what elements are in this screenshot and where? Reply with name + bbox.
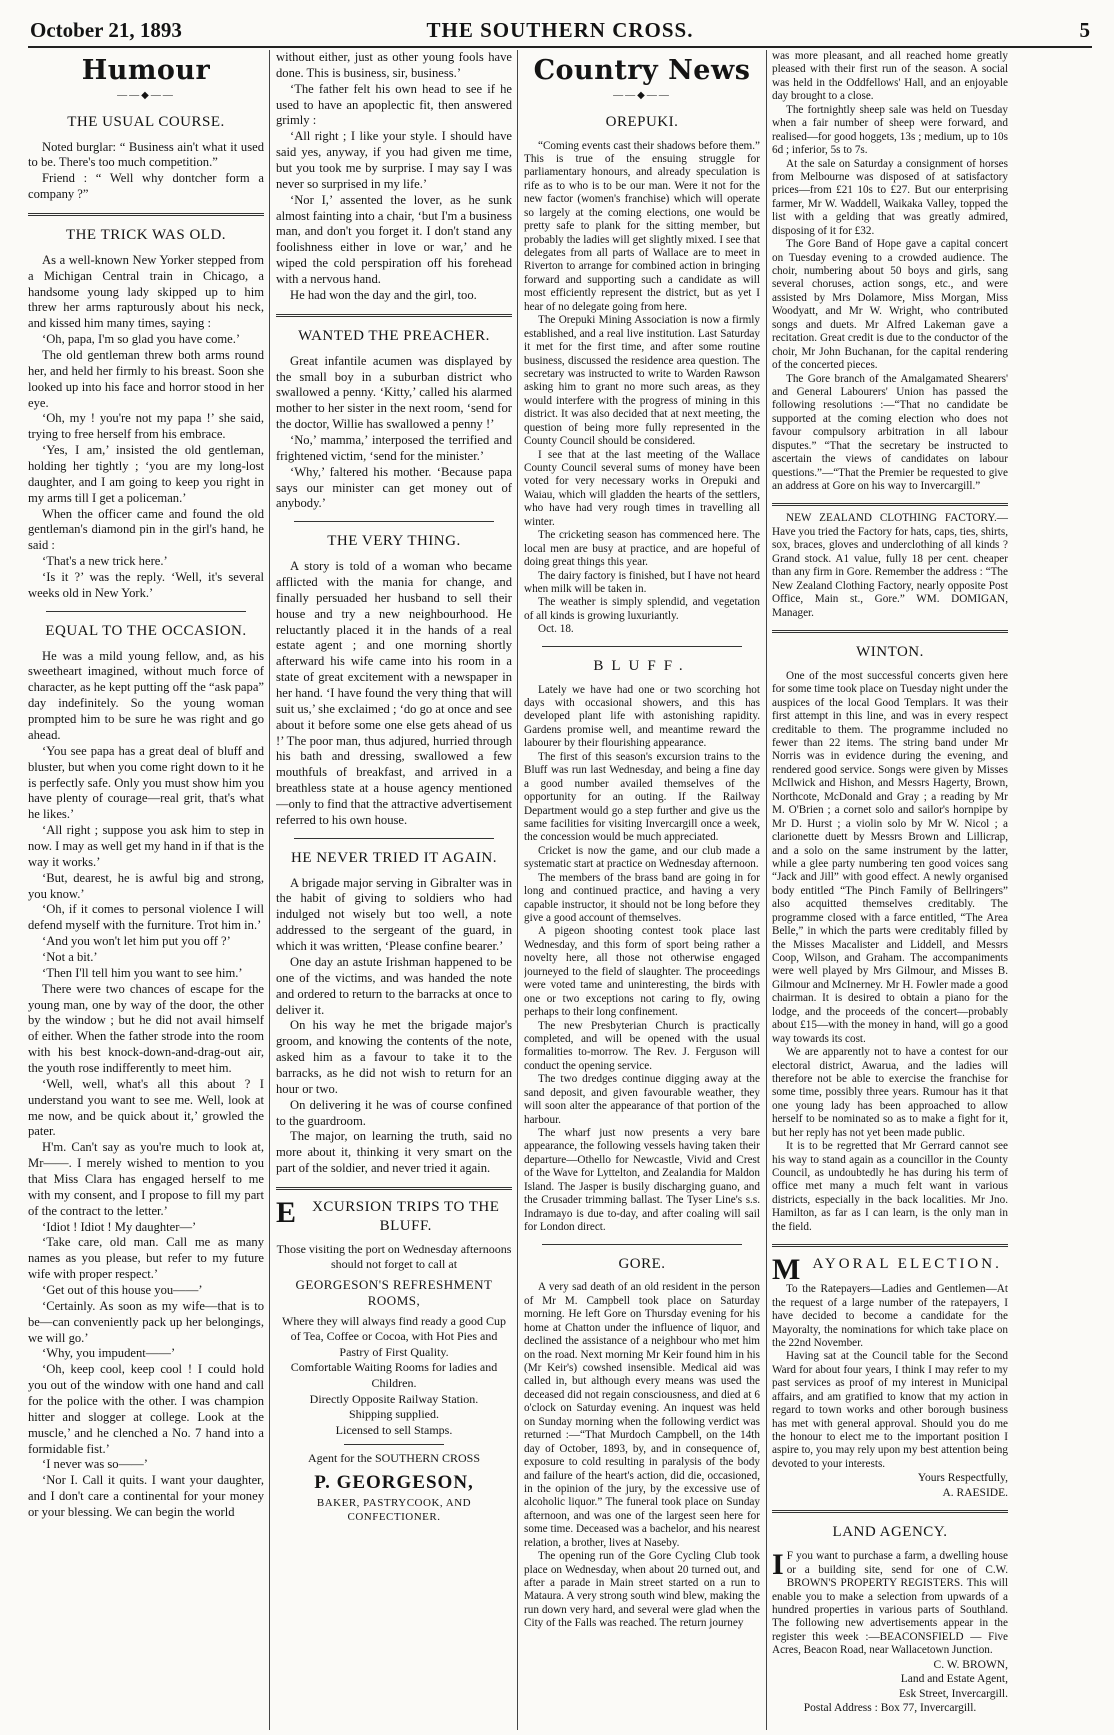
paragraph: ‘Oh, papa, I'm so glad you have come.’ xyxy=(42,332,241,347)
advertiser-name: C. W. BROWN, xyxy=(933,1658,1008,1671)
paragraph: H'm. Can't say as you're much to look at, Mr——. I merely wished to mention to you that Miss Clara has engaged herself to me with my consent, and I propose to fill my part of the contract to the letter.’ xyxy=(28,1140,264,1218)
paragraph: The two dredges continue digging away at the sand deposit, and given favourable weather, they will soon alter the appearance of that portion of the harbour. xyxy=(524,1073,760,1126)
article-body-continued xyxy=(772,50,1008,493)
article-title: WINTON. xyxy=(856,643,924,660)
article-body xyxy=(276,559,512,829)
paragraph: The weather is simply splendid, and vegetation of all kinds is growing luxuriantly. xyxy=(524,596,760,622)
paragraph: ‘Oh, keep cool, keep cool ! I could hold you out of the window with one hand and call for the police with the other. I was champion hitter and slogger at college. Look at the muscle,’ and he clenched a No. 7 hand into a formidable fist.’ xyxy=(28,1362,264,1456)
paragraph: He was a mild young fellow, and, as his sweetheart imagined, without much force of character, as he kept putting off the “ask papa” day indefinitely. So the young woman prompted him to be sure he was right and go ahead. xyxy=(28,648,264,742)
mayoral-election-advertisement xyxy=(772,1255,1008,1500)
paragraph: ‘Then I'll tell him you want to see him.’ xyxy=(42,965,243,980)
paragraph: A pigeon shooting contest took place last Wednesday, and this form of sport being rather a novelty here, all those not otherwise engaged journeyed to the field of slaughter. The proceedings were voted tame and uninteresting, the birds with one or two exceptions not caring to fly, owing perhaps to their long confinement. xyxy=(524,925,760,1019)
column-divider xyxy=(517,50,518,1730)
advert-opposite: Directly Opposite Railway Station. xyxy=(309,1391,479,1406)
paragraph: There were two chances of escape for the young man, one by way of the door, the other by the window ; but he did not avail himself of either. When the father strode into the room with his best knock-down-and-drag-out air, the youth rose indifferently to meet him. xyxy=(28,981,264,1075)
paragraph: A brigade major serving in Gibralter was in the habit of giving to soldiers who had indulged not wisely but too well, a note addressed to the sergeant of the guard, in which it was written, ‘Please confine bearer.’ xyxy=(276,875,512,954)
article-title: GORE. xyxy=(618,1255,666,1272)
section-rule xyxy=(28,213,264,216)
advert-rule xyxy=(344,1444,444,1445)
paragraph: ‘Why,’ faltered his mother. ‘Because papa says our minister can get money out of anybody.’ xyxy=(276,464,512,511)
paragraph: ‘I never was so——’ xyxy=(42,1457,148,1472)
advert-trade: BAKER, PASTRYCOOK, AND CONFECTIONER. xyxy=(316,1496,472,1523)
paragraph: The wharf just now presents a very bare appearance, the following vessels having taken their departure—Othello for Newcastle, Vivid and Crest of the Wave for Lyttelton, and Zealandia for Maldon Island. The Jasper is busily discharging guano, and the Crusader trimming ballast. The Tyser Line's s.s. Indramayo is due to-day, and after coaling will sail for London direct. xyxy=(524,1127,760,1234)
article-title: BLUFF. xyxy=(593,657,691,674)
paragraph: ‘All right ; suppose you ask him to step in now. I may as well get my hand in if that is the way it works.’ xyxy=(28,823,264,869)
paragraph: The first of this season's excursion trains to the Bluff was run last Wednesday, and being a fine day a good number availed themselves of the opportunity for an outing. If the Railway Department would go a step further and give us the same facilities for visiting Invercargill once a week, the concession would be much appreciated. xyxy=(524,750,760,844)
column-4 xyxy=(772,50,1008,1730)
section-rule xyxy=(772,503,1008,506)
closing: Yours Respectfully, xyxy=(917,1472,1008,1485)
land-agency-advertisement xyxy=(772,1523,1008,1715)
advert-heading xyxy=(276,1195,512,1236)
article-body xyxy=(28,253,264,602)
paragraph: ‘Why, you impudent——’ xyxy=(42,1346,176,1361)
clothing-advertisement xyxy=(772,512,1008,620)
paragraph: ‘Not a bit.’ xyxy=(42,949,98,964)
ornament-divider: ——◆—— xyxy=(613,90,671,102)
paragraph: “Coming events cast their shadows before them.” This is true of the ensuing struggle for parliamentary honours, and already speculation is rife as to who is to be our man. Were it not for the new factor (women's franchise) which will operate so largely at the coming elections, one would be pretty safe to plank for the sitting member, but probably the ladies will get slightly mixed. I see that delegates from all parts of Wallace are to meet in Riverton to arrange for combined action in bringing forward and supporting such a candidate as will most efficiently represent the district, but as yet I hear of no delegate going from here. xyxy=(524,139,760,313)
section-rule xyxy=(542,1244,742,1245)
masthead-rule xyxy=(28,46,1092,48)
paragraph: He had won the day and the girl, too. xyxy=(290,287,477,302)
paragraph: The Gore branch of the Amalgamated Shearers' and General Labourers' Union has passed the following resolutions :—“That no candidate be supported at the coming election who does not favour compulsory arbitration in all labour disputes.” “That the secretary be instructed to ascertain the views of candidates on labour questions.”—“That the Premier be requested to give an address at Gore on his way to Invercargill.” xyxy=(772,372,1008,492)
article-title: HE NEVER TRIED IT AGAIN. xyxy=(290,849,497,866)
paragraph: The cricketing season has commenced here. The local men are busy at practice, and are hopeful of doing great things this year. xyxy=(524,529,760,569)
paragraph: ‘All right ; I like your style. I should have said yes, anyway, if you had given me time, but you took me by surprise. I may say I was never so surprised in my life.’ xyxy=(276,129,512,191)
postal-address: Postal Address : Box 77, Invercargill. xyxy=(803,1702,977,1715)
paragraph: To the Ratepayers—Ladies and Gentlemen—At the request of a large number of the ratepayers, I have decided to become a candidate for the Mayoralty, the nominations for which take place on the 22nd November. xyxy=(772,1283,1008,1349)
advert-intro: Those visiting the port on Wednesday afternoons should not forget to call at xyxy=(276,1241,512,1272)
paragraph: At the sale on Saturday a consignment of horses from Melbourne was disposed of at satisfactory prices—from £21 10s to £27. But our enterprising farmer, Mr W. Waddell, Waikaka Valley, topped the list with a gelding that was greatly admired, disposing of it for £32. xyxy=(772,157,1008,237)
paragraph: The Gore Band of Hope gave a capital concert on Tuesday evening to a crowded audience. The choir, numbering about 50 boys and girls, sang several choruses, action songs, etc., and were assisted by Mrs Dolamore, Miss Morgan, Miss Woodyatt, and Mr W. Wright, who contributed songs and duets. Mr Alfred Lakeman gave a recitation. Great credit is due to the conductor of the choir, Mr John Buchanan, for the capital rendering of the concerted pieces. xyxy=(772,238,1008,372)
advert-licensed: Licensed to sell Stamps. xyxy=(335,1422,453,1437)
excursion-advertisement xyxy=(276,1195,512,1525)
section-rule xyxy=(294,838,494,839)
article-title: EQUAL TO THE OCCASION. xyxy=(45,622,247,639)
paragraph: ‘Oh, my ! you're not my papa !’ she said, trying to free herself from his embrace. xyxy=(28,411,264,442)
article-title: WANTED THE PREACHER. xyxy=(298,327,490,344)
section-rule xyxy=(46,611,246,612)
advert-title: XCURSION TRIPS TO THE BLUFF. xyxy=(312,1198,500,1234)
paragraph: ‘That's a new trick here.’ xyxy=(42,554,168,569)
section-rule xyxy=(772,1244,1008,1247)
drop-cap: I xyxy=(772,1548,784,1582)
paragraph: As a well-known New Yorker stepped from a Michigan Central train in Chicago, a handsome young lady skipped up to him threw her arms rapturously about his neck, and kissed him many times, saying : xyxy=(28,252,264,331)
advert-body xyxy=(772,1550,1008,1658)
paragraph: ‘Idiot ! Idiot ! My daughter—’ xyxy=(42,1219,197,1234)
paragraph: Friend : “ Well why dontcher form a company ?” xyxy=(28,171,264,202)
article-title: OREPUKI. xyxy=(605,113,679,130)
section-rule xyxy=(772,630,1008,633)
section-rule xyxy=(276,1187,512,1190)
paragraph: The fortnightly sheep sale was held on Tuesday when a fair number of sheep were forward, and realised—for good hoggets, 13s ; medium, up to 10s 6d ; inferior, 5s to 7s. xyxy=(772,103,1008,157)
article-body-continued xyxy=(276,50,512,304)
paragraph: ‘Nor I,’ assented the lover, as he sunk almost fainting into a chair, ‘but I'm a business man, and don't you forget it. I don't stand any foolishness either in love or war,’ and he wiped the cold perspiration off his forehead with a nervous hand. xyxy=(276,192,512,287)
advert-title: LAND AGENCY. xyxy=(832,1524,948,1541)
advert-text: F you want to purchase a farm, a dwelling house or a building site, send for one of C.W. BROWN'S PROPERTY REGISTERS. This will enable you to make a selection from upwards of a hundred properties in various parts of Southland. The following new advertisements appear in the register this week :—BEACONSFIELD — Five Acres, Beacon Road, near Wallacetown Junction. xyxy=(772,1550,1008,1657)
issue-date: October 21, 1893 xyxy=(30,18,182,42)
paragraph: We are apparently not to have a contest for our electoral district, Awarua, and the ladies will therefore not be able to exercise the franchise for some time, possibly three years. Rumour has it that one young lady has been approached to allow herself to be nominated so as to make a fight for it, but her reply has not yet been made public. xyxy=(772,1046,1008,1139)
signature: A. RAESIDE. xyxy=(942,1486,1008,1499)
paragraph: The old gentleman threw both arms round her, and held her firmly to his breast. Soon she looked up into his face and horror stood in her eye. xyxy=(28,347,264,410)
paragraph: The new Presbyterian Church is practically completed, and will be opened with the usual formalities to-morrow. The Rev. J. Ferguson will conduct the opening service. xyxy=(524,1019,760,1072)
column-2 xyxy=(276,50,512,1730)
paragraph: ‘The father felt his own head to see if he used to have an apoplectic fit, then answered grimly : xyxy=(276,81,512,128)
column-divider xyxy=(269,50,270,1730)
paragraph: The opening run of the Gore Cycling Club took place on Wednesday, when about 20 turned out, and after a parade in Main street started on a run to Mataura. A very strong south wind blew, making the run down very hard, and several were glad when the City of the Falls was reached. The return journey xyxy=(524,1550,760,1630)
column-divider xyxy=(766,50,767,1730)
article-body xyxy=(772,670,1008,1234)
paragraph: One of the most successful concerts given here for some time took place on Tuesday night under the auspices of the local Good Templars. It was their first attempt in this line, and was in every respect creditable to them. The programme included no fewer than 22 items. The string band under Mr Norris was in evidence during the evening, and rendered good service. Songs were given by Misses McIlwick and Hishon, and Messrs Hagerty, Brown, Northcote, McDonald and Gray ; a reading by Mr M. O'Brien ; a cornet solo and sailor's hornpipe by Mr D. Hurst ; a violin solo by Mr W. Nicol ; a clarionette duett by Messrs Brown and Lillicrap, and a solo on the same instrument by the latter, while a glee party numbering ten good voices sang “Jack and Jill” with good effect. A newly organised body entitled “The Pinch Family of Bellringers” also acquitted themselves creditably. The programme closed with a farce entitled, “The Area Belle,” in which the parts were creditably filled by the Misses Macalister and Liddell, and Messrs Coop, Wilson, and Graham. The accompaniments were well played by Mrs Gilmour, and Misses B. Gilmour and McInerney. Mr H. Fowler made a good chairman. It is desired to obtain a piano for the lodge, and the proceeds of the concert—probably about £15—with the money in hand, will go a good way towards its cost. xyxy=(772,669,1008,1045)
paragraph: Lately we have had one or two scorching hot days with occasional showers, and this has developed plant life with astonishing rapidity. Gardens promise well, and meantime reward the labourer by their flourishing appearance. xyxy=(524,683,760,750)
paragraph: without either, just as other young fools have done. This is business, sir, business.’ xyxy=(276,50,512,80)
paragraph: ‘Take care, old man. Call me as many names as you please, but refer to my future wife with proper respect.’ xyxy=(28,1235,264,1282)
paragraph: One day an astute Irishman happened to be one of the victims, and was handed the note and ordered to return to the barracks at once to deliver it. xyxy=(276,954,512,1017)
paragraph: I see that at the last meeting of the Wallace County Council several sums of money have been voted for very necessary works in Orepuki and Waiau, which will gladden the hearts of the settlers, who have had very rough times in travelling all winter. xyxy=(524,448,760,528)
drop-cap: M xyxy=(772,1253,804,1287)
advert-title: AYORAL ELECTION. xyxy=(812,1256,1002,1273)
article-body xyxy=(524,1281,760,1630)
article-title: THE TRICK WAS OLD. xyxy=(65,226,227,243)
advert-text: NEW ZEALAND CLOTHING FACTORY.—Have you tried the Factory for hats, caps, ties, shirts, sox, braces, gloves and underclothing of all kinds ? Grand stock. A1 value, fully 18 per cent. cheaper than any firm in Gore. Remember the address : “The New Zealand Clothing Factory, nearly opposite Post Office, Main st., Gore.” WM. DOMIGAN, Manager. xyxy=(772,512,1008,619)
column-1 xyxy=(28,50,264,1730)
paragraph: was more pleasant, and all reached home greatly pleased with their first run of the season. A social was held in the Oddfellows' Hall, and an enjoyable day brought to a close. xyxy=(772,50,1008,103)
page-number: 5 xyxy=(1079,18,1090,42)
paragraph: Noted burglar: “ Business ain't what it used to be. There's too much competition.” xyxy=(28,139,264,170)
advert-heading xyxy=(772,1253,1008,1287)
humour-heading: Humour xyxy=(81,55,211,86)
article-body xyxy=(28,140,264,203)
paragraph: A story is told of a woman who became afflicted with the mania for change, and finally persuaded her husband to sell their house and try a new neighbourhood. He reluctantly placed it in the hands of a real estate agent ; and one morning shortly afterward his wife came into his room in a state of great excitement with a newspaper in her hand. ‘I have found the very thing that will suit us,’ she exclaimed ; ‘do go at once and see about it before some one else gets ahead of us !’ The poor man, thus adjured, hurried through his bath and dressing, swallowed a few mouthfuls of breakfast, and arrived in a breathless state at a house agency mentioned—only to find that the attractive advertisement referred to his own house. xyxy=(276,559,512,827)
advert-comfort: Comfortable Waiting Rooms for ladies and Children. xyxy=(290,1360,498,1391)
newspaper-title: THE SOUTHERN CROSS. xyxy=(426,18,694,42)
section-rule xyxy=(294,521,494,522)
paragraph: ‘And you won't let him put you off ?’ xyxy=(42,934,231,949)
article-body xyxy=(276,876,512,1177)
masthead xyxy=(30,18,1090,44)
paragraph: Having sat at the Council table for the Second Ward for about four years, I think I may refer to my past services as proof of my interest in Municipal affairs, and am gratified to know that my action in regard to town works and other borough business has met with general approval. Should you do me the honour to elect me to the important position I aspire to, you may rely upon my best attention being devoted to your interests. xyxy=(772,1350,1008,1470)
country-news-heading: Country News xyxy=(533,55,751,86)
paragraph: When the officer came and found the old gentleman's diamond pin in the girl's hand, he said : xyxy=(28,506,264,553)
article-body xyxy=(524,684,760,1235)
advert-agent: Agent for the SOUTHERN CROSS xyxy=(307,1451,480,1466)
article-body xyxy=(28,649,264,1521)
paragraph: ‘Well, well, what's all this about ? I understand you want to see me. Well, look at me now, and be quick about it,’ growled the pater. xyxy=(28,1076,264,1139)
paragraph: ‘Get out of this house you——’ xyxy=(42,1283,203,1297)
advertiser-street: Esk Street, Invercargill. xyxy=(898,1687,1008,1700)
paragraph: On his way he met the brigade major's groom, and knowing the contents of the note, asked him as a favour to take it to the barracks, as he did not wish to return for an hour or two. xyxy=(276,1018,512,1096)
article-body xyxy=(276,354,512,513)
dateline: Oct. 18. xyxy=(538,623,574,636)
ornament-divider: ——◆—— xyxy=(117,90,175,102)
advert-place: GEORGESON'S REFRESHMENT ROOMS, xyxy=(295,1276,493,1309)
paragraph: Cricket is now the game, and our club made a systematic start at practice on Wednesday afternoon. xyxy=(524,844,760,871)
advertiser-role: Land and Estate Agent, xyxy=(900,1673,1008,1686)
column-3 xyxy=(524,50,760,1730)
paragraph: A very sad death of an old resident in the person of Mr M. Campbell took place on Saturday morning. He left Gore on Thursday evening for his home at Chatton under the influence of liquor, and declined the assistance of a neighbour who met him on the road. Next morning Mr Keir found him in his (Mr Keir's) cowshed insensible. Medical aid was called in, but although every means was used the deceased did not regain consciousness, and died at 6 o'clock on Saturday evening. An inquest was held on Sunday morning when the following verdict was returned :—“That Murdoch Campbell, on the 14th day of October, 1893, by, and in consequence of, exposure to cold resulting in paralysis of the body and failure of the heart's action, did die, occasioned, in the opinion of the jury, by the excessive use of alcoholic liquor.” The funeral took place on Sunday afternoon, and was one of the largest seen here for some time. Deceased was a bachelor, and his nearest relation, a brother, lives at Naseby. xyxy=(524,1281,760,1549)
advert-shipping: Shipping supplied. xyxy=(348,1407,439,1422)
paragraph: ‘No,’ mamma,’ interposed the terrified and frightened victim, ‘send for the minister.’ xyxy=(276,432,512,463)
section-rule xyxy=(772,1510,1008,1513)
paragraph: ‘But, dearest, he is awful big and strong, you know.’ xyxy=(28,870,264,901)
section-rule xyxy=(542,646,742,647)
paragraph: It is to be regretted that Mr Gerrard cannot see his way to stand again as a councillor in the County Council, as undoubtedly he has during his term of office met many a much felt want in various districts, especially in the back localities. Mr Jno. Hamilton, as far as I can learn, is the only man in the field. xyxy=(772,1140,1008,1233)
paragraph: The major, on learning the truth, said no more about it, thinking it very smart on the part of the soldier, and never tried it again. xyxy=(276,1129,512,1176)
paragraph: Great infantile acumen was displayed by the small boy in a suburban district who swallowed a penny. ‘Kitty,’ called his alarmed mother to her sister in the next room, ‘send for the doctor, Willie has swallowed a penny !’ xyxy=(276,353,512,432)
paragraph: The Orepuki Mining Association is now a firmly established, and a real live institution. Last Saturday it met for the first time, and after some routine business, discussed the residence area question. The secretary was instructed to write to Warden Rawson asking him to grant no more such areas, as they would interfere with the progress of mining in this district. It was also decided that at next meeting, the question of being more fully represented in the County Council should be considered. xyxy=(524,314,760,448)
paragraph: ‘You see papa has a great deal of bluff and bluster, but when you come right down to it he is perfectly safe. Only you must show him you have plenty of courage—real grit, that's what he likes.’ xyxy=(28,743,264,822)
paragraph: ‘Oh, if it comes to personal violence I will defend myself with the furniture. Trot him in.’ xyxy=(28,902,264,933)
paragraph: ‘Nor I. Call it quits. I want your daughter, and I don't care a continental for your money or your blessing. We can begin the world xyxy=(28,1473,264,1520)
advert-body: Where they will always find ready a good Cup of Tea, Coffee or Cocoa, with Hot Pies and Pastry of First Quality. xyxy=(282,1313,506,1359)
paragraph: ‘Is it ?’ was the reply. ‘Well, it's several weeks old in New York.’ xyxy=(28,570,264,600)
article-title: THE VERY THING. xyxy=(327,533,461,550)
paragraph: ‘Yes, I am,’ insisted the old gentleman, holding her tightly ; ‘you are my long-lost daughter, and I am going to keep you right in my arms till I get a policeman.’ xyxy=(28,443,264,505)
article-title: THE USUAL COURSE. xyxy=(67,113,225,130)
section-rule xyxy=(276,314,512,317)
advert-proprietor: P. GEORGESON, xyxy=(314,1472,474,1494)
article-body xyxy=(524,140,760,637)
paragraph: On delivering it he was of course confined to the guardroom. xyxy=(276,1097,512,1128)
paragraph: The dairy factory is finished, but I have not heard when milk will be taken in. xyxy=(524,569,760,595)
drop-cap: E xyxy=(276,1195,297,1229)
paragraph: The members of the brass band are going in for long and continued practice, and having a very capable instructor, it should not be long before they give a good account of themselves. xyxy=(524,871,760,925)
paragraph: ‘Certainly. As soon as my wife—that is to be—can conveniently pack up her belongings, we will go.’ xyxy=(28,1298,264,1345)
